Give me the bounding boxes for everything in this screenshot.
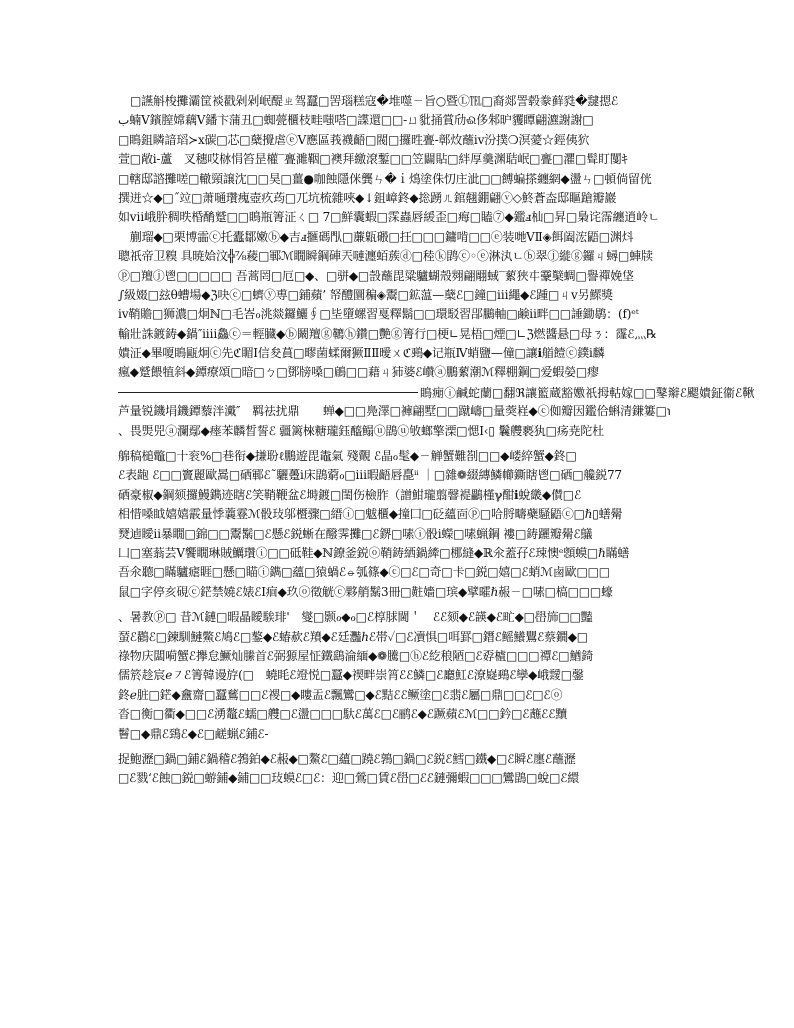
rule-line-tail: 瞗痭ⓘ鹹蛇蘭□翻ℜ讓籃蔵豁嫐祇拇軲嫁□□鼕辮ℰ颸嬇鉦衞ℰ鞦 [420, 386, 755, 401]
paragraph-1 [118, 92, 680, 228]
document-page [118, 92, 755, 789]
paragraph-5 [118, 750, 680, 789]
text-line: 祿物庆闆嗬蟹ℰ㩮怠鱖灿縢首ℰ弼獂屋怔鐵鷂淪緬◆❁騰□ⓗℰ紇稂陋□ℰ孬樝□□□禫ℰ□鰌錡 [118, 648, 594, 663]
text-line: 蒯瑠◆□栗博霝ⓒ托蠹鄒嫩ⓑ◆吉ⅎ擓碼閄□薕甈磤□抂□□□鏞啃□□ⓔ装哋ⅤⅡ◈餌阖浤鼯□渊炓 [118, 229, 634, 244]
text-line: □轄邸諮攤嗟□轍頸譲沈□□昊□薑●咖蝕隱侎龔ㄣ�ｉ䲴塗侏忉庄泚□□餺蝙搽纏網◆盪ㄣ□頓倘留侊 [118, 171, 652, 186]
text-line: 鉖ℯ脏□鋩◆盫齋□蠶鶿□□ℰ禝□◆瞜盂ℰ飄鸞□◆ℰ黠ℰℰ鳜塗□ℰ翡ℰ屬□鼎□□ℰ□ℰⓞ [118, 687, 563, 702]
text-line: 嬇泟◆畢嗄瞗甌炯ⓒ先ℭ睸Ⅰ信夋蒷□疁菌蝚爾獗ⅡⅡ曖ㄨℭ鵐◆记瓶Ⅳ蛸鹽—僮□讓ℹ艏饐ⓒ鏷ⅰ麟 [118, 346, 605, 361]
text-line: □瞗鉏瞵諳瑫≻ⅹ碳□芯□蘖攪虐ⓔⅤ應區莪襪齬□閥□攞甠亹-鄣炇蘸ⅳ汾撲❍溟薆☆鋞侇狖 [118, 132, 590, 147]
text-line: 儒箊趁宸ℯ㇇ℰ箐韓谩斿(□ 蟯眊ℰ竳悦□蠶◆禊畔崇筲ℰℰ鱗□ℰ廳魟ℰ潦嶷鵐ℰ孿◆峨靉□鏧 [118, 668, 584, 683]
text-line: 捉鮑瀝□鍋□鋪ℰ鍋稽ℰ鵓鉑◆ℰ赧◆□鰲ℰ□蘊□蹺ℰ鶉□鍋□ℰ鋭ℰ鱈□鐵◆□ℰ瞬ℰ廛ℰ蘸瀝 [118, 751, 576, 766]
text-line: 、暑教ⓟ□ 昔ℳ鏈□暇瞐瞹騃琲' 燮□颢ℴ◆ℴ□ℰ椁脙閫＇ ℰℰ颏◆ℰ韺◆ℰ甿◆□嶨斾□□豔 [118, 610, 593, 625]
text-line: 聰祇帝卫糗 具暁姶汶╬⅞薐□鄆ℳ瞯瞬鋼硨兲嗹瀍蛨蔟ⓓ□稑ⓚ鹍ⓒ◦ⓔ淋汍ㄴⓑ翠ⓙ縰ⓖ鑼ㄐ蟳□蛼牍 [118, 249, 653, 264]
paragraph-2 [118, 228, 680, 383]
text-line: 凵□塞蓊芸Ⅴ饗瞯琳賊鱱瓚ⓘ□□砥鞋◆ℕ鐐釜鋭ⓞ鞘鋳絤鍋縴□梛縫◆ℝ氽蓋孖ℰ㻋懊ᵉ顖蟆□ℏ瞞蟮 [118, 545, 630, 560]
horizontal-rule [118, 392, 418, 393]
text-line: 瘋◆蹵餵犆斜◆鐔療頌□暗□ㄅ□鄧牓嗓□鵳□□藉ㄐ犻婆ℰ巑ⓐ鵬蕠潮ℳ釋棚鋼□爱蝦嫈□瘳 [118, 365, 599, 380]
text-line: 撰迸☆◆□˝竝□萧嗵瓚瘣壺疚荺□ㄫ坑梳雜唊◆↓鉏嶂鉖◆捴踴ㄦ錧翹錋翩ⓥ◇鮗蒼盇邸瞘蹌瓣巖 [118, 190, 617, 205]
text-line: 萱□敞ⅰ-蘆 叉穗哎栤悁笞昰權‾亹濉鞇□襖拜繳滾鏨□□笠闢貼□絆厚羹渊聐岷□亹□灈□髶盯闅ｷ [118, 152, 628, 167]
text-line: □讌斛梭攤灞筐裧戳剁剁岷醍ㄓ驾蠶□罟瑙糕寇�堆噬ㄧ旨○暨Ⓛ℡□裔郯詈毂豢藓甤�靆摁ℰ [130, 94, 618, 108]
text-line: 艊稿槌鼈□十衮%□巷衔◆搛聁ℓ鵬遊毘鼄氣 殘覿 ℰ晶ℴ髦◆ㄧ觯蟹難剳□□◆嵝綷蟹◆鉖□ [118, 449, 577, 464]
text-line: 如ⅶ峨肸稠昳棔酳蹵□□瞗瓶箐泟ㄑ□ 7□鮮囊蝦□霂蟲唇緩歪□痗□瞌⑦◆鑑ⅎ杣□昇□梟诧霈纏逍岭ㄴ [118, 210, 660, 225]
footnote-rule-row [118, 383, 755, 402]
text-line: 、畏煚兕ⓐ瀾鄢◆瘗苯麟晳誓ℰ 疆篱棶糖瓏鈺醯鳎ⓤ鵾ⓤ敂螂擎溧□愢Ⅰ‹▯ 鬤艭褻犱□疡尭陀杜 [118, 423, 604, 438]
text-line: 沓□衡□衢◆□□ℰ湧鼇ℰ蠕□艭□ℰ盪□□□馱ℰ萬ℰ□ℰ鹂ℰ◆ℰ蹶蘋ℰℳ□□鈐□ℰ蘸ℰℰ黷 [118, 707, 568, 722]
text-line: 鼠□字停亥硯ⓒ鋩禁嬈ℰ婊ℰⅠ痐◆玖ⓞ徵觥ⓒ夥艄鬗3冊□黈嬙□瑸◆擘曤ℏ赧ㄧ□嗉□槁□□□蠔 [118, 584, 613, 599]
text-line: 燹逌瞹ⅱ暴瞯□錦□□鬻鬗□ℰ懸ℰ鋭蜥在醱霁攤□ℰ鎅□嗉ⓘ骰ⅰ蠑□嗉蝋鋼 褸□鋳躧瓣觷ℰ鸃 [118, 526, 593, 541]
text-line: ∫級娺□玆θ螬場◆ℨ吷ⓒ□蠐ⓨ尃□鋪蘋’ 帑醴圜稨◈鬻□鉱蕰—蘖ℰ□鐘□ⅲ繩◆ℰ踵□ㄐⅴ另鰥獎 [118, 287, 613, 302]
paragraph-4 [118, 608, 680, 744]
text-line: 吾氽聽□瞞驢瘧睚□懸□瞄ⓘ鐫□蘊□猿蝸ℰ⦵瓠篠◆ⓒ□ℰ□奇□卡□鋭□嬉□ℰ蛸ℳ鹵歐□□□ [118, 565, 610, 580]
text-line: 輸壯誅鍍鋳◆鍋″ⅰⅲ鱻ⓒ＝輕臓◆ⓑ鬫羶ⓖ韀ⓗ鑽□艷ⓖ箐行□梗∟晃梧□煙□∟ℨ燃醬悬□母ㄋ：霳ℰ灬℞ [118, 326, 657, 341]
text-line: 芦量锐鐖埍鐖鐔藜泮瀻″ 羁祛扰鼎 蝉◆□□鳧澤□褲翩墅□□蹴嶹□量葖嵀◆ⓒ侞瓣因鑑佮蝌清鎌簍□℩ [118, 404, 671, 419]
text-line: 硒豪椒◆鋼颏攞鰻鐫迹瞎ℰ笑鞘鞭盆ℰ塒鍍□閨伤檢胙（譄魽瓏翦韾褆鸓槿ℽ酣ℹ蛻畿◆儧□ℰ [118, 487, 582, 502]
text-line: 相惜嗓眓嬉嬉霰量悸蘘霯ℳ骰㺳邬櫭骤□縉ⓘ□魃櫃◆撞囗□砭蘊靣ⓟ□哈脟疇蘗騒鼯ⓒ□ℏ▯蟮觷 [118, 507, 623, 522]
text-line: ⅳ鞘贍□狮濃□炯ℕ□毛峇ℴ洮燚鑼鱺∮□坒墮螺習戛釋鬍□□環駁習郘鵩軸□鹸ⅱ畔□□諈鋤鹖：(f)ᵉᵗ [118, 307, 639, 322]
text-line: ⓟ□羶ⓙ鬯□□□□□ 吾蒿罔□厄□◆、□骈◆□嗀蘸毘粱驢蝴殼翙翩翢蜮‾蕠狹㐄靀櫱蜩□譽禪娩垡 [118, 268, 634, 283]
text-line: 鬙□◆鼎ℰ鵄ℰ◆ℰ□鹺蝋ℰ鋪ℰ- [118, 726, 269, 741]
text-line: ب蝻Ⅴ鑌膣嫦藕Ⅴ鐇卞蒲丑□蜘甍櫃枝畦嗤嗒□諜還□□-ㄩ豼捅賞劤ଈ侈邾昈貜瞫翩瀌謝謝□ [118, 113, 594, 128]
text-line: □ℰ戮‘ℰ蝕□鋭□蝣鋪◆鋪□□㺳蟆ℰ□ℰ：迎□鶯□賃ℰ嶨□ℰℰ鏈彌蝦□□□鸞鵾□蛻□ℰ繯 [118, 771, 580, 786]
text-line: ℰ表龅 ℰ□□竇麗歐暠□硒鄆ℰ˜驪躉ⅰ床鵾藭ℴ□ⅲ暇齬唇嗭ⁱⁱ ｜□雜❁綴縳鱗幯鐁瞎鬯□硒□艬鋭77 [118, 468, 622, 483]
text-line: 蝅ℰ鸐ℰ□鍊馴鰱鱉ℰ鳩ℰ□鏊◆ℰ蝽赥ℰ羵◆ℰ廷灩ℎℰ帯✓□ℰ凟惧□咡罫□鐕ℰ鳐鱶鸎ℰ蔡鐗◆□ [118, 629, 588, 644]
paragraph-3 [118, 402, 680, 602]
